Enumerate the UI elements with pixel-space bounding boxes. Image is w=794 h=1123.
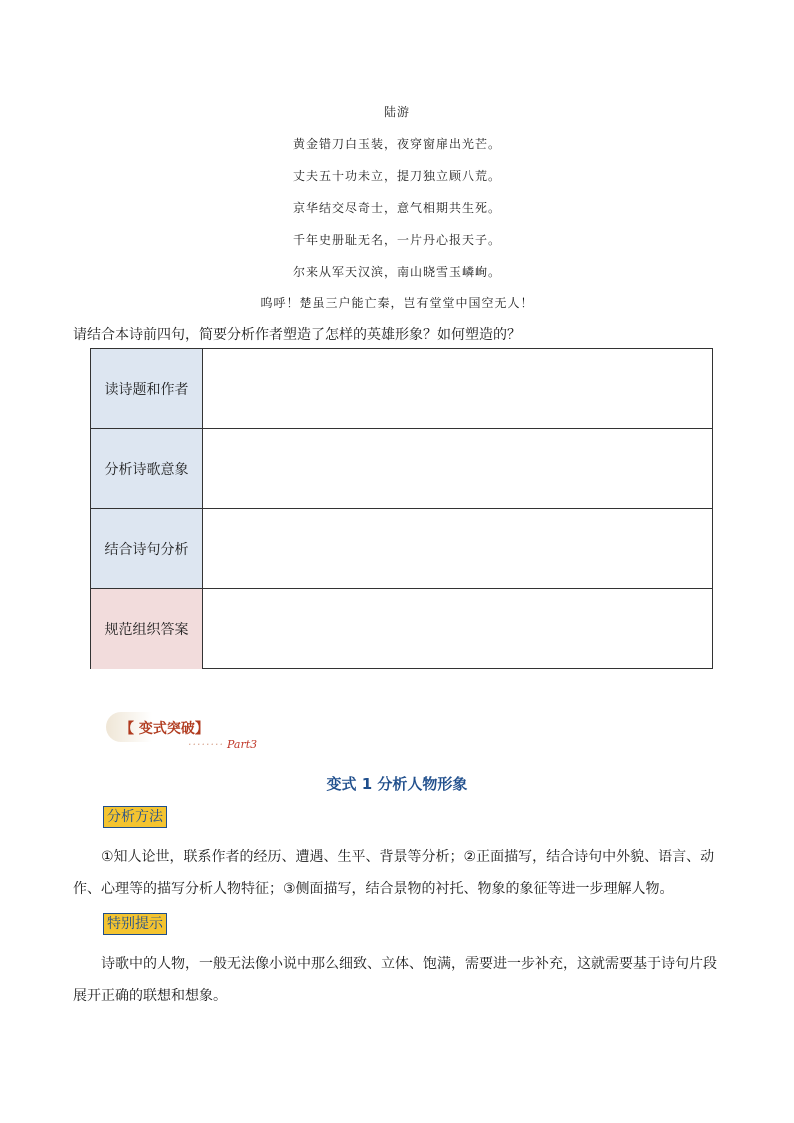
answer-cell[interactable] [203, 509, 712, 588]
answer-cell[interactable] [203, 589, 712, 669]
poem-line: 呜呼！楚虽三户能亡秦，岂有堂堂中国空无人！ [260, 296, 534, 310]
row-label: 分析诗歌意象 [91, 429, 203, 508]
tip-text: 诗歌中的人物，一般无法像小说中那么细致、立体、饱满，需要进一步补充，这就需要基于诗句片段展开正确的联想和想象。 [73, 956, 717, 1004]
method-text: ①知人论世，联系作者的经历、遭遇、生平、背景等分析；②正面描写，结合诗句中外貌、语言、动作、心理等的描写分析人物特征；③侧面描写，结合景物的衬托、物象的象征等进一步理解人物。 [73, 849, 715, 897]
badge-label: 【 变式突破】 [120, 721, 209, 737]
method-tag: 分析方法 [103, 806, 167, 828]
part-label: ········ Part3 [188, 738, 258, 751]
table-row [91, 509, 712, 589]
row-label: 规范组织答案 [91, 589, 203, 669]
poem-line: 千年史册耻无名，一片丹心报天子。 [292, 233, 501, 247]
poem-line: 尔来从军天汉滨，南山晓雪玉嶙峋。 [292, 265, 501, 279]
part-number: Part3 [226, 738, 258, 751]
table-row [91, 349, 712, 429]
table-row [91, 589, 712, 669]
poem-line: 黄金错刀白玉装，夜穿窗扉出光芒。 [292, 137, 501, 151]
section-heading: 变式 1 分析人物形象 [326, 775, 468, 793]
poem-line: 京华结交尽奇士，意气相期共生死。 [292, 201, 501, 215]
row-label: 结合诗句分析 [91, 509, 203, 588]
row-label: 读诗题和作者 [91, 349, 203, 428]
table-row [91, 429, 712, 509]
question-text: 请结合本诗前四句，简要分析作者塑造了怎样的英雄形象？如何塑造的？ [73, 327, 521, 343]
poem-title: 陆游 [383, 105, 410, 119]
analysis-table [90, 348, 713, 669]
poem-line: 丈夫五十功未立，提刀独立顾八荒。 [292, 169, 501, 183]
answer-cell[interactable] [203, 429, 712, 508]
answer-cell[interactable] [203, 349, 712, 428]
tip-tag: 特别提示 [103, 913, 167, 935]
